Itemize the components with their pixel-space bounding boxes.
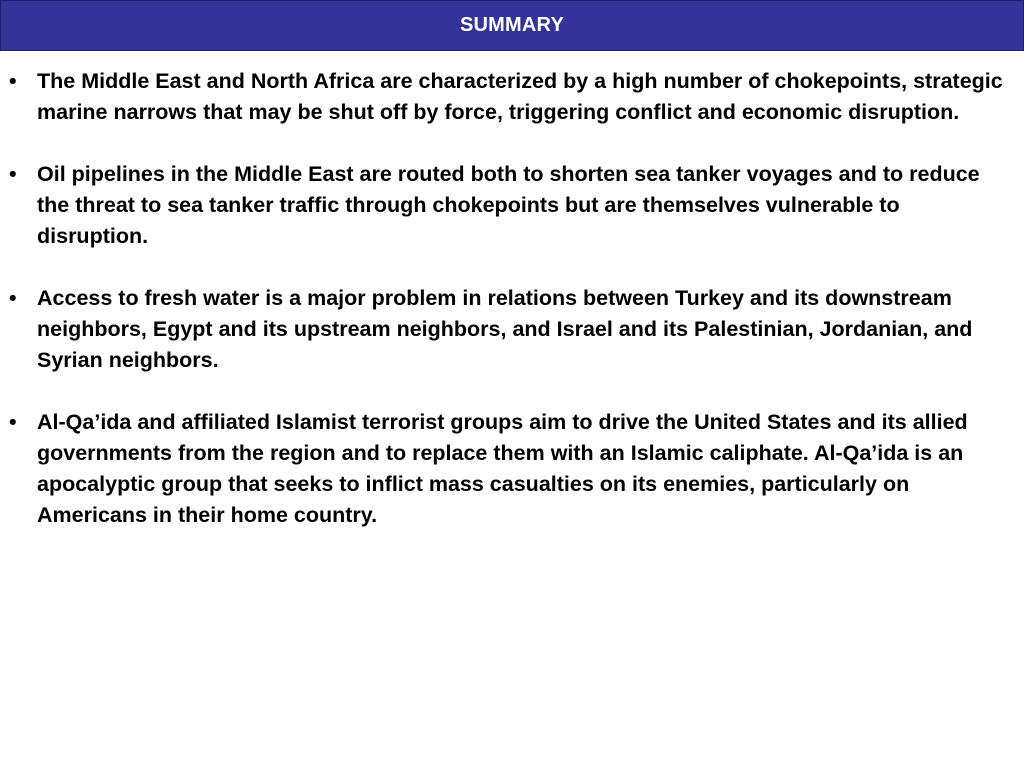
bullet-text: Al-Qa’ida and affiliated Islamist terrorist groups aim to drive the United States and its allied governments from the region and to replace them with an Islamic caliphate. Al-Qa’ida is an apocalyptic group that seeks to inflict mass casualties on its enemies, particularly on Americans in their home country. [37, 410, 968, 527]
bullet-marker: • [9, 410, 17, 434]
bullet-item-chokepoints [0, 66, 1024, 128]
bullet-marker: • [9, 69, 17, 93]
bullet-item-al-qaida [0, 407, 1024, 531]
title-bar [0, 0, 1024, 51]
bullet-list [0, 66, 1024, 562]
slide-title: SUMMARY [460, 14, 564, 36]
bullet-text: Oil pipelines in the Middle East are routed both to shorten sea tanker voyages and to reduce the threat to sea tanker traffic through chokepoints but are themselves vulnerable to disruption. [37, 162, 980, 248]
bullet-marker: • [9, 286, 17, 310]
bullet-item-fresh-water [0, 283, 1024, 376]
bullet-text: Access to fresh water is a major problem in relations between Turkey and its downstream neighbors, Egypt and its upstream neighbors, and Israel and its Palestinian, Jordanian, and Syrian neighbors. [37, 286, 973, 372]
bullet-marker: • [9, 162, 17, 186]
bullet-text: The Middle East and North Africa are characterized by a high number of chokepoints, strategic marine narrows that may be shut off by force, triggering conflict and economic disruption. [37, 69, 1003, 124]
bullet-item-pipelines [0, 159, 1024, 252]
